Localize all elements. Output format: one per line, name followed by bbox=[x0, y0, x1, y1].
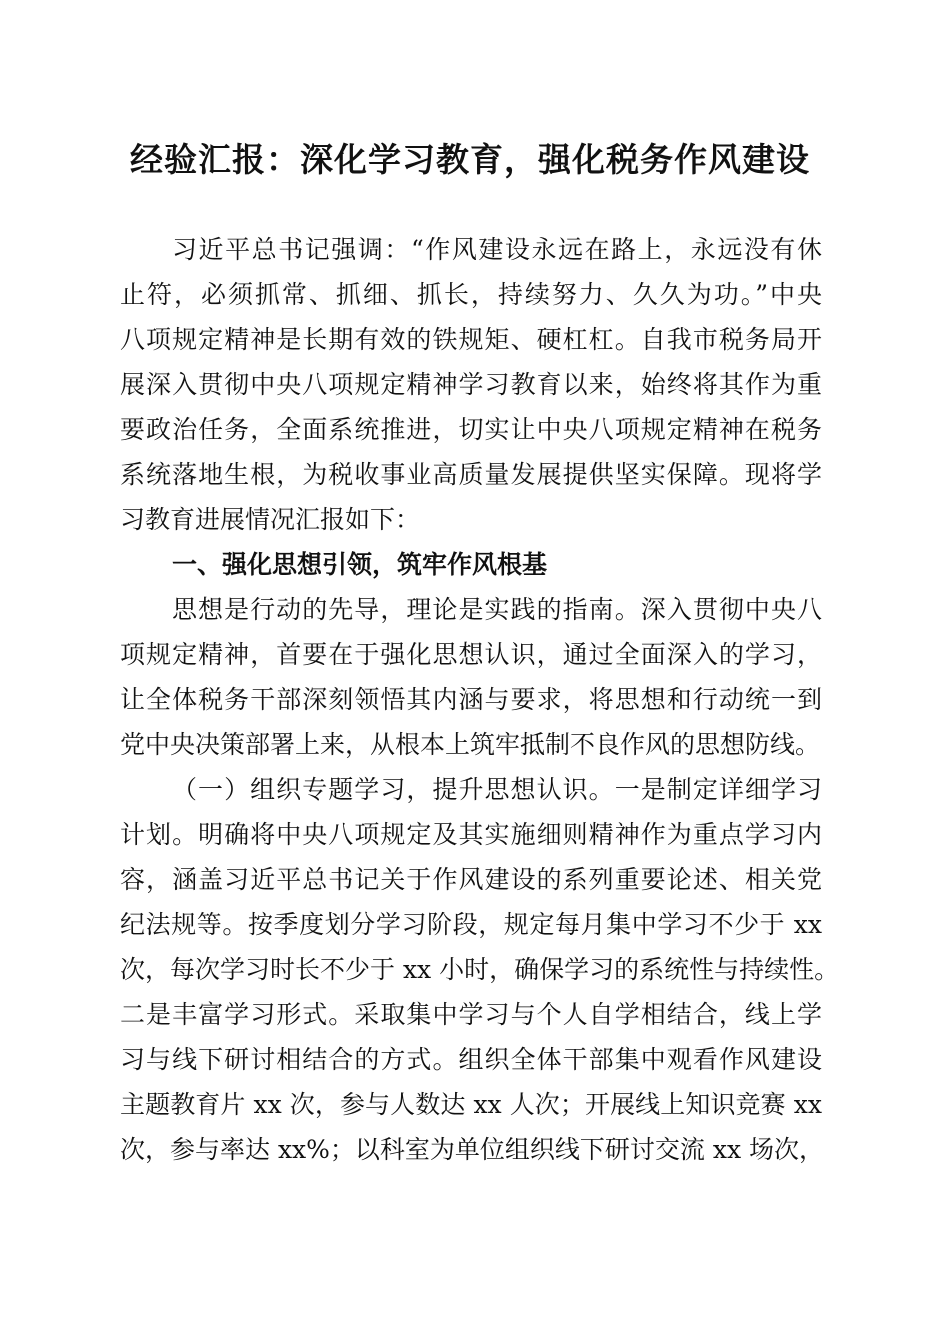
text-line: 容，涵盖习近平总书记关于作风建设的系列重要论述、相关党 bbox=[120, 865, 822, 894]
text-line: （一）组织专题学习，提升思想认识。一是制定详细学习 bbox=[172, 775, 822, 804]
text-line: 系统落地生根，为税收事业高质量发展提供坚实保障。现将学 bbox=[120, 460, 822, 489]
text-line: 纪法规等。按季度划分学习阶段，规定每月集中学习不少于 xx bbox=[120, 910, 822, 939]
text-line: 要政治任务，全面系统推进，切实让中央八项规定精神在税务 bbox=[120, 415, 822, 444]
text-line: 次，每次学习时长不少于 xx 小时，确保学习的系统性与持续性。 bbox=[120, 955, 840, 984]
paragraph bbox=[120, 767, 840, 1172]
text-line: 计划。明确将中央八项规定及其实施细则精神作为重点学习内 bbox=[120, 820, 822, 849]
text-line: 习与线下研讨相结合的方式。组织全体干部集中观看作风建设 bbox=[120, 1045, 822, 1074]
text-line: 八项规定精神是长期有效的铁规矩、硬杠杠。自我市税务局开 bbox=[120, 325, 822, 354]
text-line: 思想是行动的先导，理论是实践的指南。深入贯彻中央八 bbox=[172, 595, 822, 624]
document-body bbox=[120, 227, 840, 1172]
text-line: 止符，必须抓常、抓细、抓长，持续努力、久久为功。”中央 bbox=[120, 280, 822, 309]
text-line: 党中央决策部署上来，从根本上筑牢抵制不良作风的思想防线。 bbox=[120, 730, 821, 759]
document-title: 经验汇报：深化学习教育，强化税务作风建设 bbox=[130, 140, 810, 179]
text-line: 习近平总书记强调：“作风建设永远在路上，永远没有休 bbox=[172, 235, 822, 264]
text-line: 主题教育片 xx 次，参与人数达 xx 人次；开展线上知识竞赛 xx bbox=[120, 1090, 822, 1119]
text-line: 一、强化思想引领，筑牢作风根基 bbox=[172, 550, 548, 579]
text-line: 展深入贯彻中央八项规定精神学习教育以来，始终将其作为重 bbox=[120, 370, 822, 399]
text-line: 二是丰富学习形式。采取集中学习与个人自学相结合，线上学 bbox=[120, 1000, 822, 1029]
section-heading bbox=[120, 542, 822, 587]
text-line: 次，参与率达 xx%；以科室为单位组织线下研讨交流 xx 场次， bbox=[120, 1135, 824, 1164]
text-line: 让全体税务干部深刻领悟其内涵与要求，将思想和行动统一到 bbox=[120, 685, 822, 714]
paragraph bbox=[120, 227, 822, 542]
text-line: 习教育进展情况汇报如下： bbox=[120, 505, 421, 534]
text-line: 项规定精神，首要在于强化思想认识，通过全面深入的学习， bbox=[120, 640, 822, 669]
paragraph bbox=[120, 587, 822, 767]
